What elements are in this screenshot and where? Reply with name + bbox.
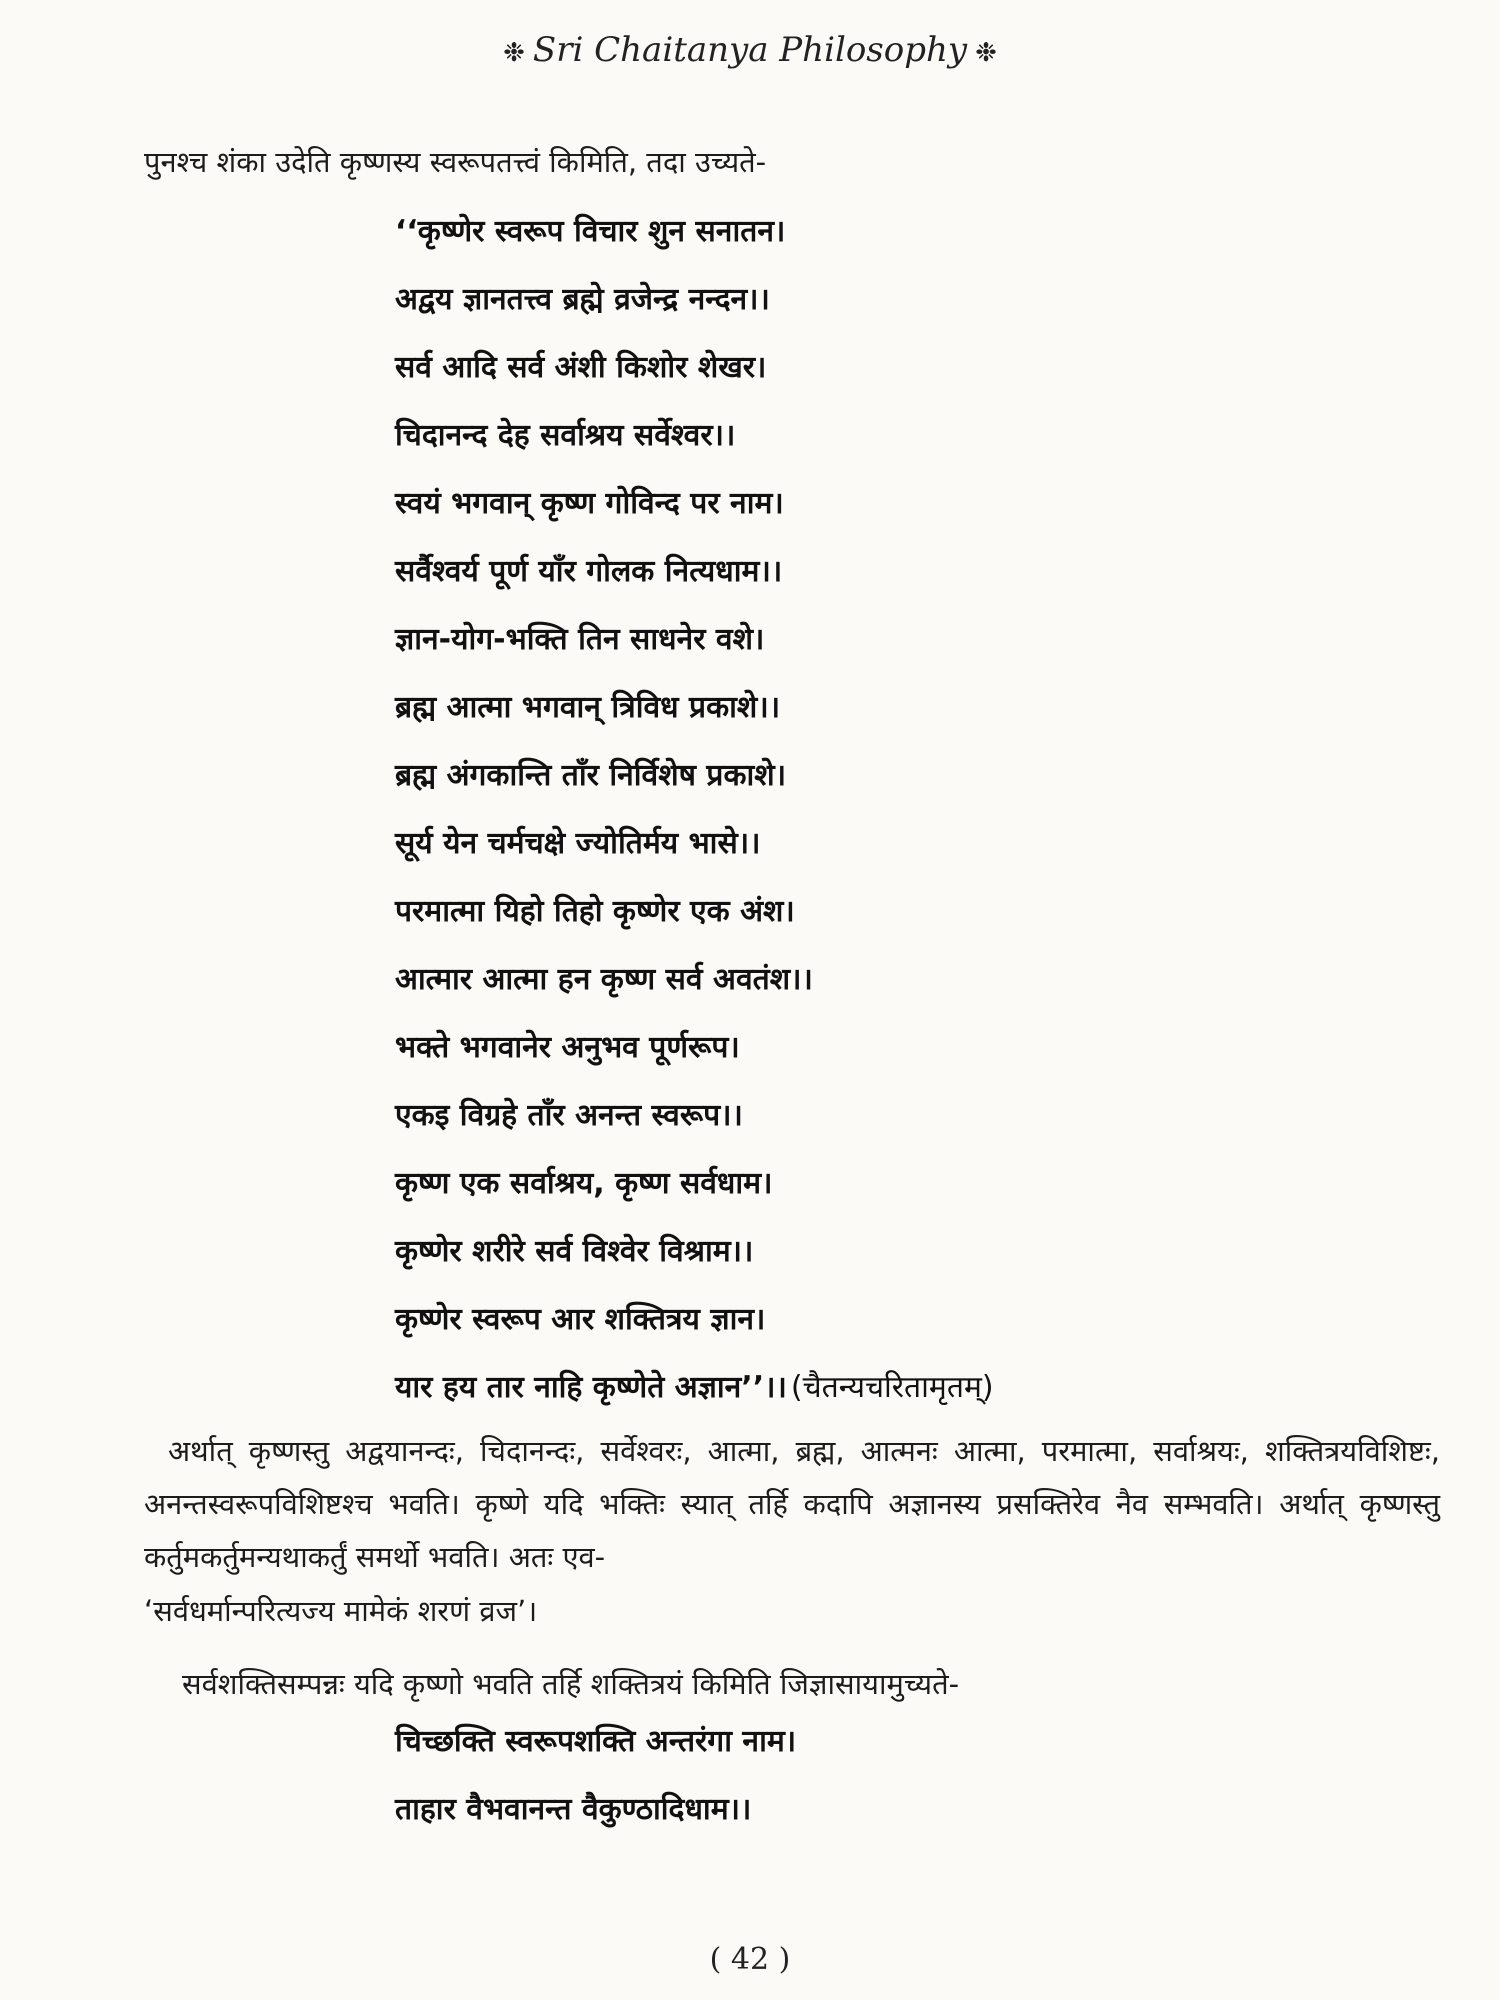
header-title: Sri Chaitanya Philosophy: [532, 30, 968, 70]
citation: (चैतन्यचरितामृतम्): [790, 1370, 994, 1405]
verse-line: सर्वैश्वर्य पूर्ण याँर गोलक नित्यधाम।।: [395, 554, 783, 589]
verse-line: कृष्णेर शरीरे सर्व विश्वेर विश्राम।।: [395, 1234, 754, 1269]
verse-line: परमात्मा यिहो तिहो कृष्णेर एक अंश।: [395, 894, 795, 929]
verse-line: ‘‘कृष्णेर स्वरूप विचार शुन सनातन।: [395, 214, 786, 249]
verse-line: स्वयं भगवान् कृष्ण गोविन्द पर नाम।: [395, 486, 784, 521]
question-paragraph: सर्वशक्तिसम्पन्नः यदि कृष्णो भवति तर्हि शक्तित्रयं किमिति जिज्ञासायामुच्यते-: [182, 1667, 960, 1701]
intro-paragraph: पुनश्च शंका उदेति कृष्णस्य स्वरूपतत्त्वं किमिति, तदा उच्यते-: [144, 145, 767, 179]
ornament-right-icon: ❉: [975, 38, 997, 68]
verse-line: ब्रह्म आत्मा भगवान् त्रिविध प्रकाशे।।: [395, 690, 781, 725]
verse-line: भक्ते भगवानेर अनुभव पूर्णरूप।: [395, 1030, 740, 1065]
prose-paragraph: अर्थात् कृष्णस्तु अद्वयानन्दः, चिदानन्दः, सर्वेश्वरः, आत्मा, ब्रह्म, आत्मनः आत्मा, परमात्मा, सर्वाश्रयः, शक्तित्रयविशिष्टः, अनन्तस्वरूपविशिष्टश्च भवति। कृष्णे यदि भक्तिः स्यात् तर्हि कदापि अज्ञानस्य प्रसक्तिरेव नैव सम्भवति। अर्थात् कृष्णस्तु कर्तुमकर्तुमन्यथाकर्तुं समर्थो भवति। अतः एव-: [144, 1434, 1440, 1574]
verse-line: कृष्णेर स्वरूप आर शक्तित्रय ज्ञान।: [395, 1302, 766, 1337]
verse-line: एकइ विग्रहे ताँर अनन्त स्वरूप।।: [395, 1098, 743, 1133]
verse-block-2: [395, 1708, 1455, 1844]
verse-line: चिदानन्द देह सर्वाश्रय सर्वेश्वर।।: [395, 418, 736, 453]
verse-line: ब्रह्म अंगकान्ति ताँर निर्विशेष प्रकाशे।: [395, 758, 787, 793]
gita-quote: ‘सर्वधर्मान्परित्यज्य मामेकं शरणं व्रज’।: [144, 1594, 538, 1628]
verse-text: यार हय तार नाहि कृष्णेते अज्ञान’’।।: [395, 1370, 787, 1405]
verse-line: सर्व आदि सर्व अंशी किशोर शेखर।: [395, 350, 767, 385]
verse-line: आत्मार आत्मा हन कृष्ण सर्व अवतंश।।: [395, 962, 813, 997]
verse-line: ज्ञान-योग-भक्ति तिन साधनेर वशे।: [395, 622, 765, 657]
verse-line: ताहार वैभवानन्त वैकुण्ठादिधाम।।: [395, 1792, 752, 1827]
verse-line-last: [395, 1354, 1455, 1422]
running-header: [0, 30, 1500, 70]
verse-line: अद्वय ज्ञानतत्त्व ब्रह्मे व्रजेन्द्र नन्दन।।: [395, 282, 770, 317]
page-number: ( 42 ): [709, 1942, 791, 1977]
verse-block: [395, 198, 1455, 1422]
verse-line: सूर्य येन चर्मचक्षे ज्योतिर्मय भासे।।: [395, 826, 761, 861]
ornament-left-icon: ❉: [503, 38, 525, 68]
verse-line: कृष्ण एक सर्वाश्रय, कृष्ण सर्वधाम।: [395, 1166, 773, 1201]
verse-line: चिच्छक्ति स्वरूपशक्ति अन्तरंगा नाम।: [395, 1724, 797, 1759]
